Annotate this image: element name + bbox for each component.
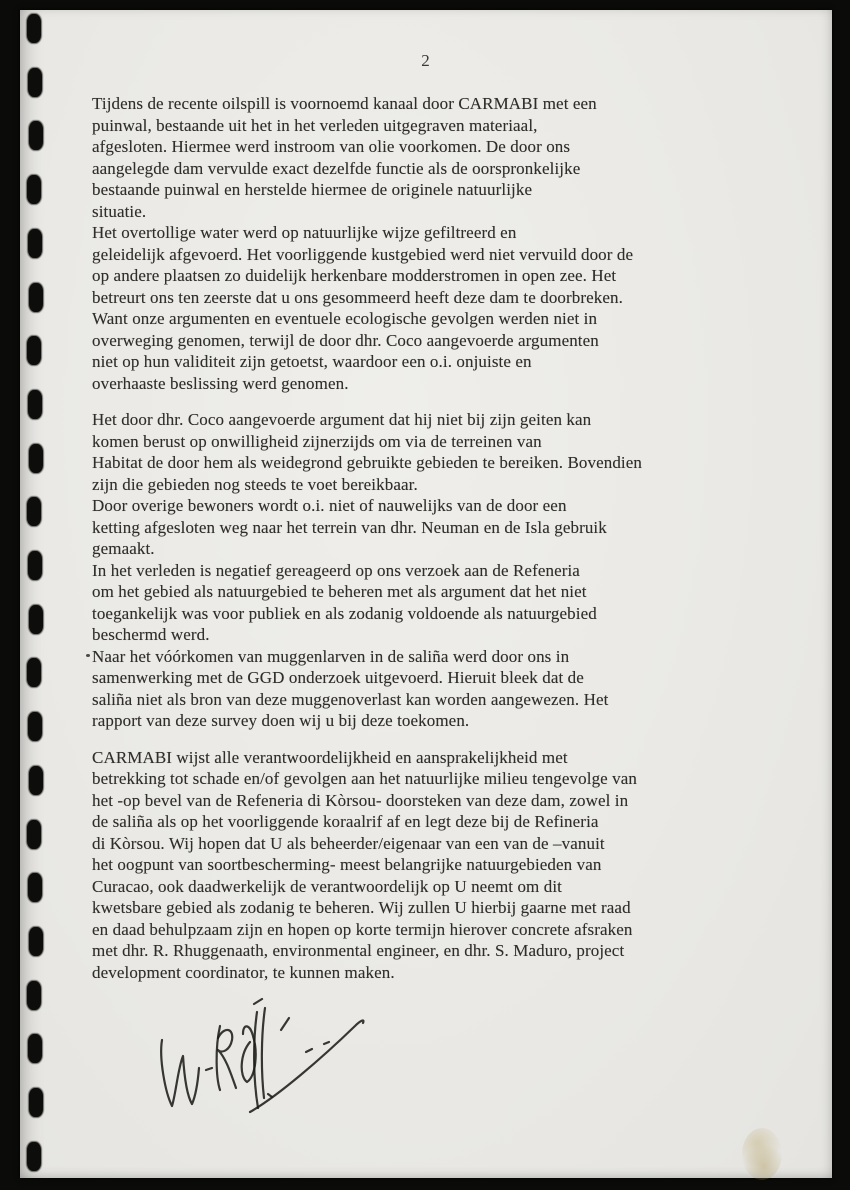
text-line: situatie. <box>92 201 147 221</box>
paragraph-3 <box>92 409 764 732</box>
text-line: Habitat de door hem als weidegrond gebruikte gebieden te bereiken. Bovendien <box>92 453 642 472</box>
text-line: In het verleden is negatief gereageerd op ons verzoek aan de Refeneria <box>92 560 580 580</box>
text-line: om het gebied als natuurgebied te beheren met als argument dat het niet <box>92 582 587 601</box>
binder-hole <box>28 873 42 902</box>
text-line: bestaande puinwal en herstelde hiermee de originele natuurlijke <box>92 180 533 199</box>
binder-hole <box>27 658 41 687</box>
binder-hole <box>29 605 43 634</box>
letter-body <box>92 93 764 983</box>
page-number: 2 <box>421 51 431 70</box>
letter-page <box>20 10 832 1178</box>
binder-hole <box>29 121 43 150</box>
text-line: geleidelijk afgevoerd. Het voorliggende kustgebied werd niet vervuild door de <box>92 244 634 264</box>
text-line: beschermd werd. <box>92 625 210 644</box>
text-line: zijn die gebieden nog steeds te voet bereikbaar. <box>92 474 418 494</box>
text-line: Tijdens de recente oilspill is voornoemd kanaal door CARMABI met een <box>92 94 597 113</box>
text-line: Het door dhr. Coco aangevoerde argument dat hij niet bij zijn geiten kan <box>92 410 592 429</box>
text-line: development coordinator, te kunnen maken. <box>92 962 395 982</box>
paragraph-1 <box>92 93 764 222</box>
text-line: het -op bevel van de Refeneria di Kòrsou- doorsteken van deze dam, zowel in <box>92 790 629 810</box>
text-line: toegankelijk was voor publiek en als zodanig voldoende als natuurgebied <box>92 603 597 623</box>
binder-hole <box>29 766 43 795</box>
text-line: saliña niet als bron van deze muggenoverlast kan worden aangewezen. Het <box>92 689 609 709</box>
text-line: Naar het vóórkomen van muggenlarven in de saliña werd door ons in <box>92 646 570 666</box>
text-line: rapport van deze survey doen wij u bij deze toekomen. <box>92 711 470 730</box>
binder-hole <box>27 981 41 1010</box>
binder-hole <box>28 1034 42 1063</box>
handwritten-signature-icon <box>150 996 398 1128</box>
binder-hole <box>28 390 42 419</box>
binder-hole <box>28 551 42 580</box>
text-line: Door overige bewoners wordt o.i. niet of nauwelijks van de door een <box>92 496 567 515</box>
text-line: betreurt ons ten zeerste dat u ons gesommeerd heeft deze dam te doorbreken. <box>92 287 623 307</box>
binder-hole <box>28 229 42 258</box>
text-line: kwetsbare gebied als zodanig te beheren. Wij zullen U hierbij gaarne met raad <box>92 898 631 917</box>
text-line: puinwal, bestaande uit het in het verleden uitgegraven materiaal, <box>92 115 538 135</box>
binder-hole <box>29 283 43 312</box>
text-line: gemaakt. <box>92 539 155 558</box>
text-line: het oogpunt van soortbescherming- meest belangrijke natuurgebieden van <box>92 855 602 874</box>
binder-hole <box>27 14 41 43</box>
text-line: op andere plaatsen zo duidelijk herkenbare modderstromen in open zee. Het <box>92 266 617 285</box>
text-line: afgesloten. Hiermee werd instroom van olie voorkomen. De door ons <box>92 137 571 156</box>
text-line: CARMABI wijst alle verantwoordelijkheid en aansprakelijkheid met <box>92 747 568 767</box>
text-line: niet op hun validiteit zijn getoetst, waardoor een o.i. onjuiste en <box>92 352 532 371</box>
binder-hole <box>27 497 41 526</box>
text-line: Curacao, ook daadwerkelijk de verantwoordelijk op U neemt om dit <box>92 876 562 896</box>
text-line: de saliña als op het voorliggende koraalrif af en legt deze bij de Refineria <box>92 812 599 831</box>
text-line: Want onze argumenten en eventuele ecologische gevolgen werden niet in <box>92 309 598 328</box>
binder-hole <box>27 336 41 365</box>
scan-speck <box>86 654 90 657</box>
text-line: met dhr. R. Rhuggenaath, environmental engineer, en dhr. S. Maduro, project <box>92 941 625 960</box>
text-line: samenwerking met de GGD onderzoek uitgevoerd. Hieruit bleek dat de <box>92 668 584 687</box>
text-line: ketting afgesloten weg naar het terrein van dhr. Neuman en de Isla gebruik <box>92 517 607 537</box>
binder-hole <box>29 927 43 956</box>
text-line: komen berust op onwilligheid zijnerzijds om via de terreinen van <box>92 431 542 451</box>
binder-hole <box>27 1142 41 1171</box>
paper-stain <box>742 1128 782 1180</box>
binder-hole <box>27 820 41 849</box>
paragraph-2 <box>92 222 764 394</box>
text-line: betrekking tot schade en/of gevolgen aan het natuurlijke milieu tengevolge van <box>92 769 638 788</box>
binder-hole <box>27 175 41 204</box>
text-line: overweging genomen, terwijl de door dhr. Coco aangevoerde argumenten <box>92 330 599 350</box>
binder-hole <box>29 444 43 473</box>
text-line: en daad behulpzaam zijn en hopen op korte termijn hierover concrete afsraken <box>92 919 633 939</box>
text-line: aangelegde dam vervulde exact dezelfde functie als de oorspronkelijke <box>92 158 581 178</box>
binder-hole <box>29 1088 43 1117</box>
binder-hole <box>28 68 42 97</box>
binder-hole <box>28 712 42 741</box>
text-line: di Kòrsou. Wij hopen dat U als beheerder/eigenaar van een van de –vanuit <box>92 833 605 853</box>
text-line: Het overtollige water werd op natuurlijke wijze gefiltreerd en <box>92 223 517 242</box>
text-line: overhaaste beslissing werd genomen. <box>92 373 349 393</box>
paragraph-4 <box>92 747 764 984</box>
